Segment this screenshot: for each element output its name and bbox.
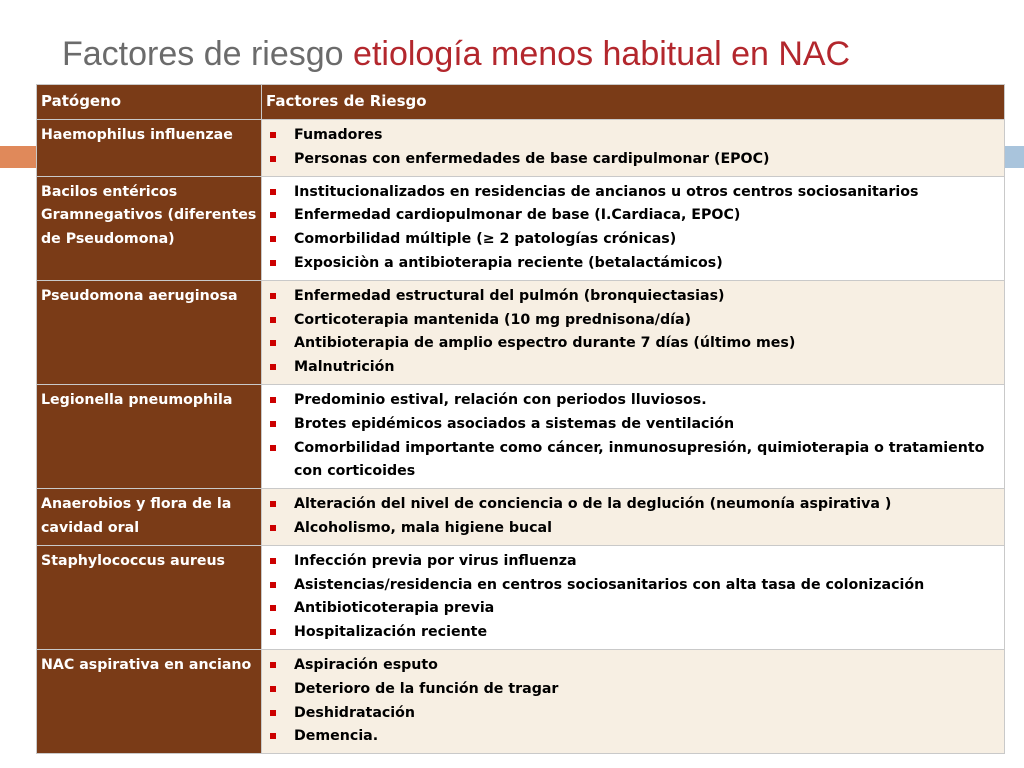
risk-factor-item	[268, 389, 1000, 413]
title-part-gray: Factores de riesgo	[62, 35, 354, 73]
risk-factor-text: Antibioterapia de amplio espectro durante 7 días (último mes)	[294, 335, 796, 352]
risk-factor-item	[268, 654, 1000, 678]
risk-factors-cell	[262, 489, 1005, 546]
risk-factor-item	[268, 437, 1000, 485]
square-bullet-icon	[270, 662, 276, 668]
risk-factor-text: Corticoterapia mantenida (10 mg prednisona/día)	[294, 311, 692, 328]
risk-factor-text: Deterioro de la función de tragar	[294, 680, 559, 697]
header-risk-factors: Factores de Riesgo	[262, 85, 1005, 120]
square-bullet-icon	[270, 236, 276, 242]
square-bullet-icon	[270, 317, 276, 323]
risk-factor-text: Comorbilidad múltiple (≥ 2 patologías crónicas)	[294, 231, 677, 248]
risk-factor-text: Deshidratación	[294, 704, 416, 721]
risk-factor-list	[268, 124, 1000, 172]
risk-factor-item	[268, 574, 1000, 598]
risk-factor-text: Malnutrición	[294, 359, 395, 376]
risk-factor-text: Hospitalización reciente	[294, 624, 488, 641]
table-header-row	[37, 85, 1005, 120]
risk-factor-item	[268, 678, 1000, 702]
risk-factor-text: Brotes epidémicos asociados a sistemas de ventilación	[294, 415, 735, 432]
risk-factor-text: Comorbilidad importante como cáncer, inmunosupresión, quimioterapia o tratamiento con corticoides	[294, 439, 985, 480]
risk-factor-text: Personas con enfermedades de base cardipulmonar (EPOC)	[294, 150, 770, 167]
risk-factors-cell	[262, 176, 1005, 280]
risk-factor-text: Predominio estival, relación con periodos lluviosos.	[294, 391, 707, 408]
square-bullet-icon	[270, 605, 276, 611]
risk-factor-text: Enfermedad estructural del pulmón (bronquiectasias)	[294, 287, 725, 304]
risk-factor-item	[268, 725, 1000, 749]
square-bullet-icon	[270, 364, 276, 370]
risk-factors-cell	[262, 649, 1005, 753]
risk-factor-text: Demencia.	[294, 728, 379, 745]
risk-factor-text: Alteración del nivel de conciencia o de la deglución (neumonía aspirativa )	[294, 496, 892, 513]
risk-factor-item	[268, 204, 1000, 228]
table-row	[37, 280, 1005, 384]
risk-factor-item	[268, 252, 1000, 276]
risk-factor-item	[268, 332, 1000, 356]
risk-factor-item	[268, 597, 1000, 621]
risk-factor-item	[268, 550, 1000, 574]
risk-factor-list	[268, 389, 1000, 484]
risk-factor-item	[268, 285, 1000, 309]
risk-factor-list	[268, 493, 1000, 541]
slide-title	[62, 30, 1022, 78]
header-pathogen: Patógeno	[37, 85, 262, 120]
risk-factor-item	[268, 148, 1000, 172]
square-bullet-icon	[270, 501, 276, 507]
risk-factor-text: Fumadores	[294, 127, 383, 143]
square-bullet-icon	[270, 421, 276, 427]
square-bullet-icon	[270, 156, 276, 162]
square-bullet-icon	[270, 189, 276, 195]
square-bullet-icon	[270, 629, 276, 635]
risk-factor-text: Exposiciòn a antibioterapia reciente (betalactámicos)	[294, 254, 723, 271]
square-bullet-icon	[270, 340, 276, 346]
risk-factor-item	[268, 181, 1000, 205]
square-bullet-icon	[270, 525, 276, 531]
square-bullet-icon	[270, 582, 276, 588]
square-bullet-icon	[270, 260, 276, 266]
pathogen-cell: Anaerobios y flora de la cavidad oral	[37, 489, 262, 546]
right-accent-bar	[1004, 146, 1024, 168]
pathogen-cell: Pseudomona aeruginosa	[37, 280, 262, 384]
table-row	[37, 384, 1005, 488]
risk-factor-item	[268, 309, 1000, 333]
risk-factor-text: Institucionalizados en residencias de ancianos u otros centros sociosanitarios	[294, 183, 919, 200]
square-bullet-icon	[270, 293, 276, 299]
risk-factor-list	[268, 654, 1000, 749]
risk-factors-cell	[262, 120, 1005, 177]
risk-factor-text: Alcoholismo, mala higiene bucal	[294, 519, 552, 536]
risk-factor-item	[268, 413, 1000, 437]
risk-factors-cell	[262, 384, 1005, 488]
risk-factor-item	[268, 356, 1000, 380]
table-row	[37, 545, 1005, 649]
square-bullet-icon	[270, 686, 276, 692]
title-part-highlight: etiología menos habitual en NAC	[353, 35, 851, 73]
table-row	[37, 489, 1005, 546]
risk-factor-text: Asistencias/residencia en centros sociosanitarios con alta tasa de colonización	[294, 576, 925, 593]
pathogen-cell: Legionella pneumophila	[37, 384, 262, 488]
square-bullet-icon	[270, 212, 276, 218]
risk-factor-item	[268, 124, 1000, 148]
risk-factor-item	[268, 493, 1000, 517]
risk-factor-text: Aspiración esputo	[294, 656, 438, 673]
left-accent-bar	[0, 146, 36, 168]
risk-factor-item	[268, 621, 1000, 645]
square-bullet-icon	[270, 710, 276, 716]
pathogen-cell: Staphylococcus aureus	[37, 545, 262, 649]
risk-factor-item	[268, 702, 1000, 726]
risk-factor-list	[268, 285, 1000, 380]
table-row	[37, 176, 1005, 280]
square-bullet-icon	[270, 445, 276, 451]
pathogen-cell: Haemophilus influenzae	[37, 120, 262, 177]
pathogen-cell: Bacilos entéricos Gramnegativos (diferentes de Pseudomona)	[37, 176, 262, 280]
risk-factors-cell	[262, 545, 1005, 649]
square-bullet-icon	[270, 397, 276, 403]
risk-factor-list	[268, 181, 1000, 276]
square-bullet-icon	[270, 558, 276, 564]
square-bullet-icon	[270, 733, 276, 739]
risk-factors-table	[36, 84, 1005, 754]
risk-factor-list	[268, 550, 1000, 645]
table-body	[37, 120, 1005, 754]
pathogen-cell: NAC aspirativa en anciano	[37, 649, 262, 753]
risk-factor-text: Antibioticoterapia previa	[294, 600, 495, 617]
square-bullet-icon	[270, 132, 276, 138]
risk-factor-item	[268, 228, 1000, 252]
risk-factor-item	[268, 517, 1000, 541]
risk-factor-text: Infección previa por virus influenza	[294, 552, 577, 569]
risk-factor-text: Enfermedad cardiopulmonar de base (I.Cardiaca, EPOC)	[294, 207, 741, 224]
table-row	[37, 120, 1005, 177]
risk-factors-cell	[262, 280, 1005, 384]
table-row	[37, 649, 1005, 753]
